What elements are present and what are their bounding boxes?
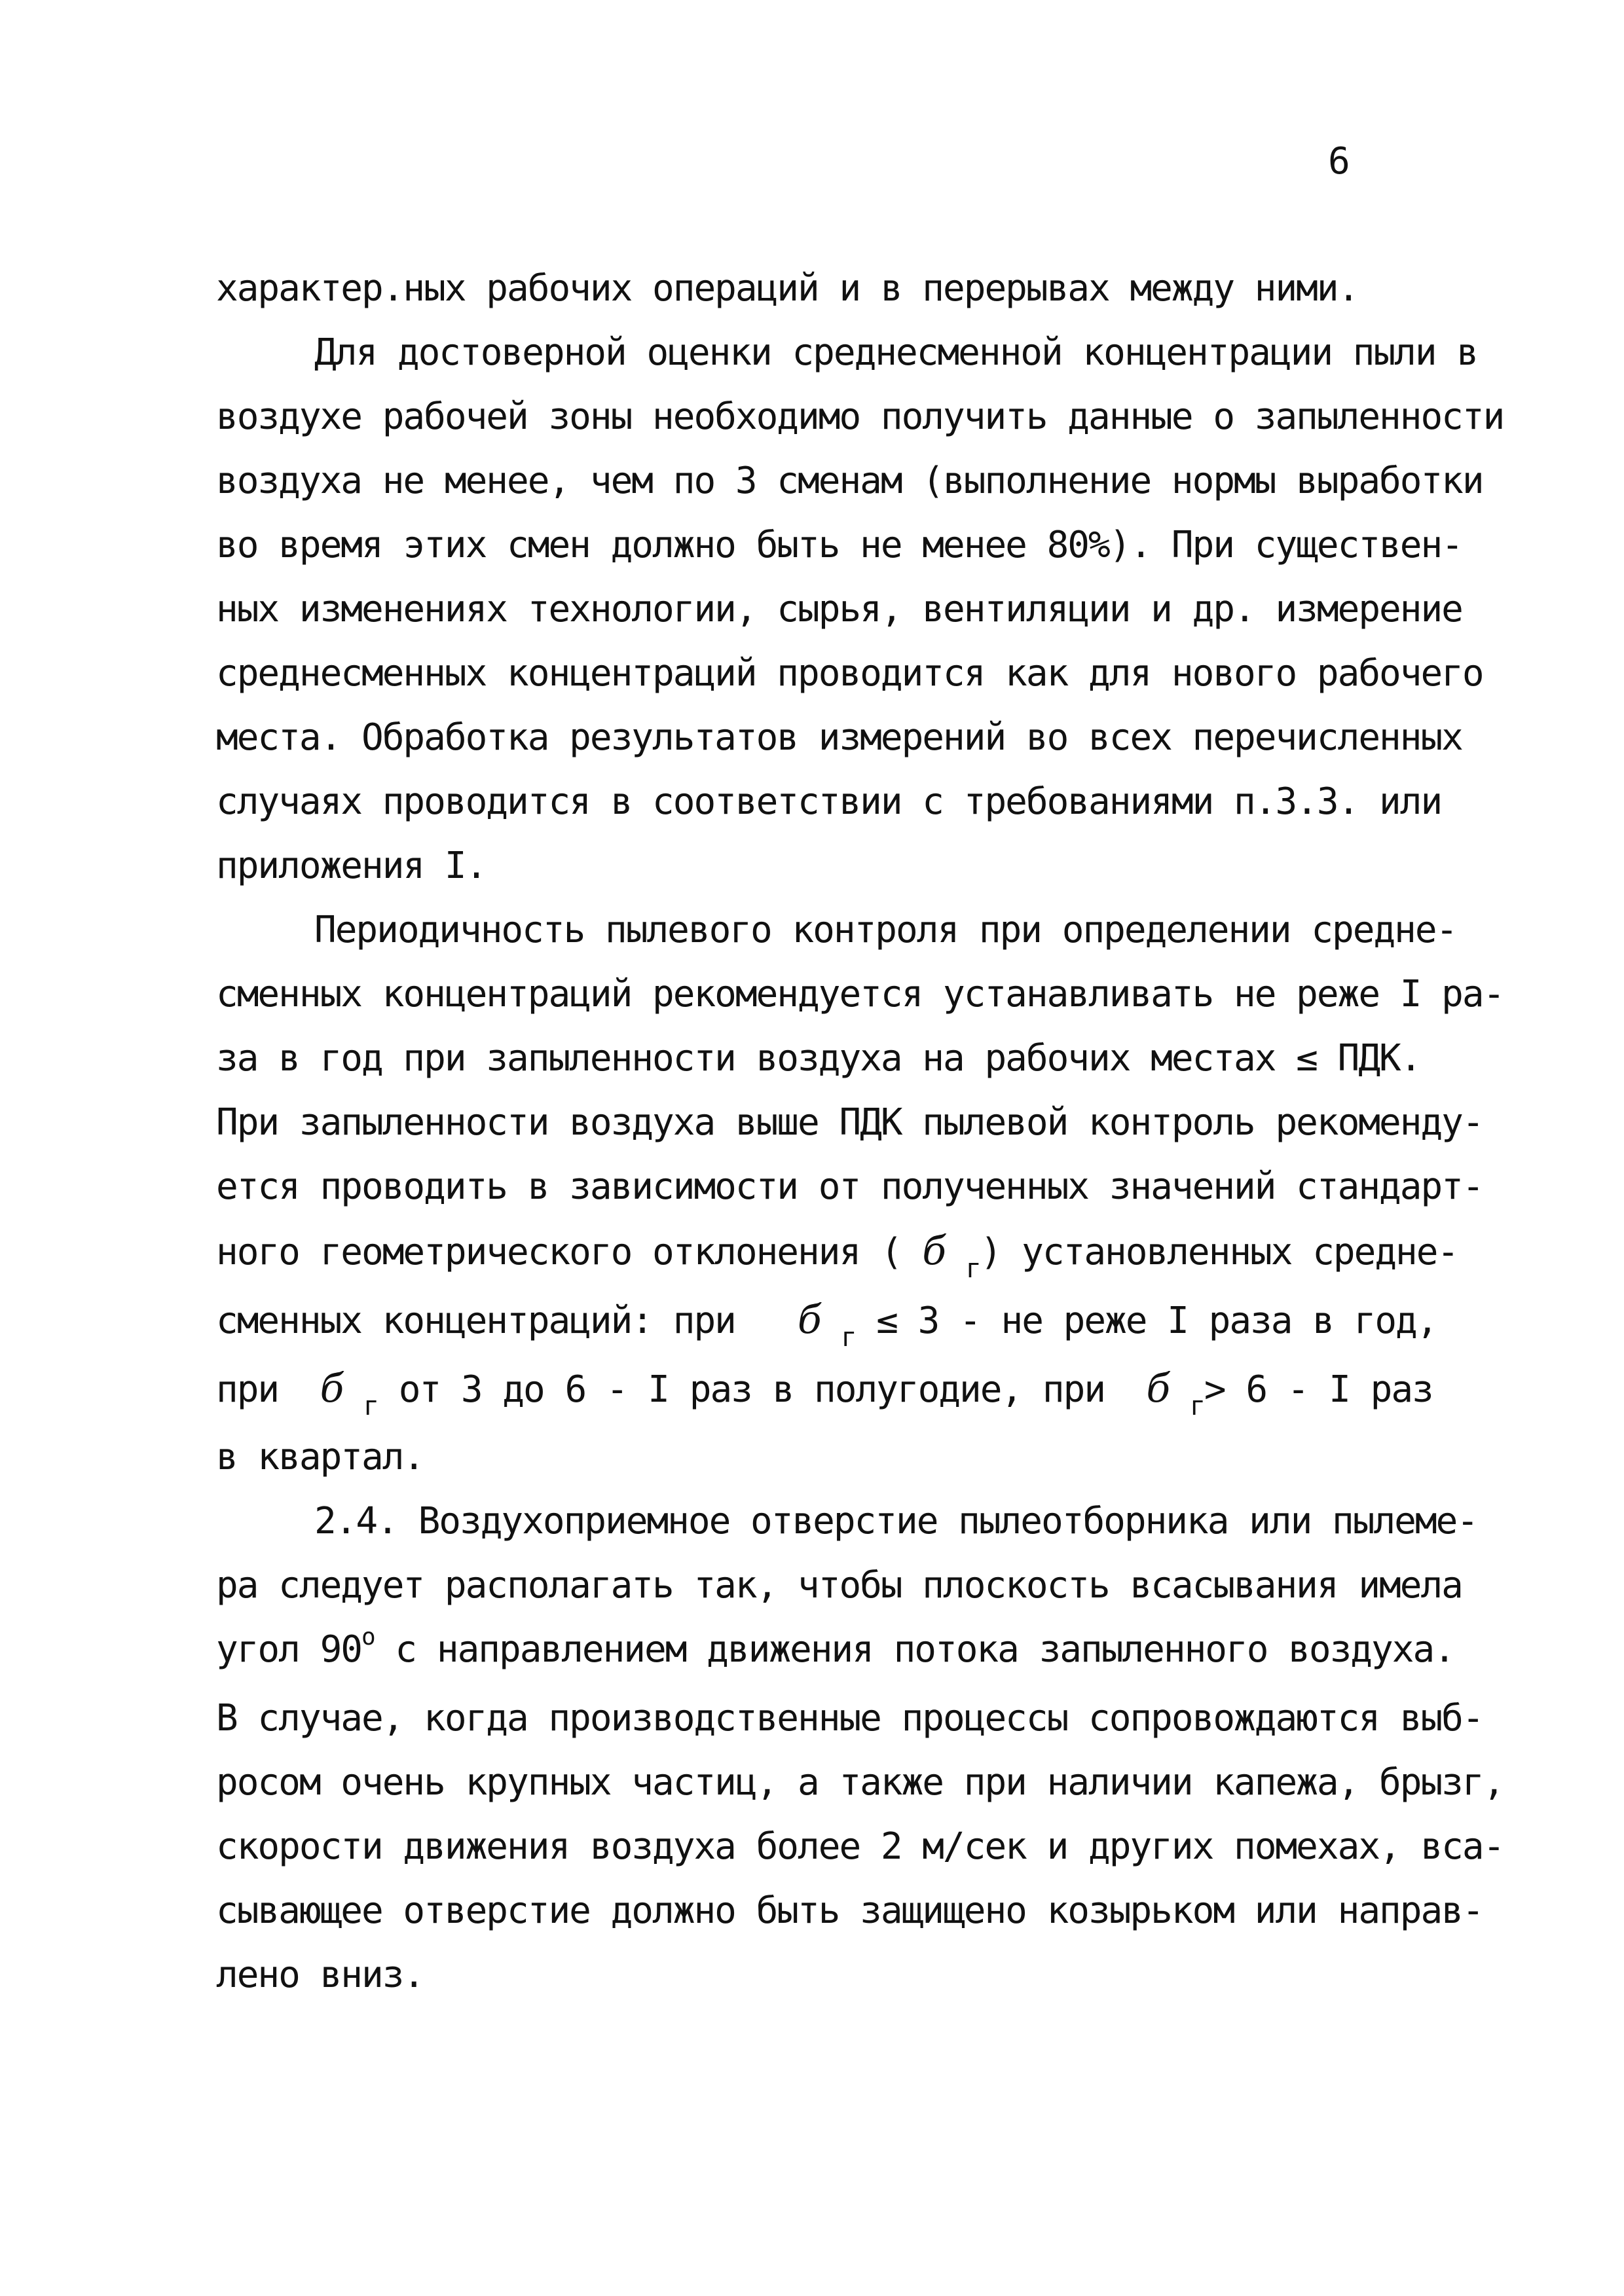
text-line: В случае, когда производственные процессы сопровождаются выб-	[216, 1697, 1483, 1740]
text-fragment: ) установленных средне-	[980, 1231, 1458, 1273]
text-line: ется проводить в зависимости от полученных значений стандарт-	[216, 1165, 1483, 1208]
text-fragment: сменных концентраций: при	[216, 1300, 756, 1342]
text-line	[216, 1357, 1460, 1425]
text-line: случаях проводится в соответствии с требованиями п.3.3. или	[216, 780, 1442, 823]
text-line	[216, 1618, 1460, 1686]
subscript: г	[965, 1254, 980, 1284]
text-line: приложения I.	[216, 845, 487, 887]
text-fragment: угол 90	[216, 1628, 362, 1671]
text-line: во время этих смен должно быть не менее 80%). При существен-	[216, 524, 1462, 566]
text-line: скорости движения воздуха более 2 м/сек и других помехах, вса-	[216, 1825, 1504, 1868]
page-number: 6	[1328, 140, 1350, 183]
superscript: o	[361, 1624, 375, 1650]
text-line: в квартал.	[216, 1436, 424, 1478]
subscript: г	[363, 1391, 378, 1421]
text-line: сменных концентраций рекомендуется устанавливать не реже I ра-	[216, 973, 1504, 1015]
text-line: 2.4. Воздухоприемное отверстие пылеотборника или пылеме-	[314, 1500, 1478, 1542]
subscript: г	[841, 1322, 856, 1353]
subscript: г	[1189, 1391, 1204, 1421]
text-line: места. Обработка результатов измерений во всех перечисленных	[216, 716, 1462, 759]
sigma-symbol: б	[922, 1228, 945, 1274]
text-fragment: ного геометрического отклонения (	[216, 1231, 902, 1273]
text-line: характер.ных рабочих операций и в перерывах между ними.	[216, 267, 1359, 310]
text-line	[216, 1288, 1460, 1357]
text-line: за в год при запыленности воздуха на рабочих местах ≤ ПДК.	[216, 1037, 1421, 1080]
text-line	[216, 1219, 1460, 1288]
text-line: ных изменениях технологии, сырья, вентиляции и др. измерение	[216, 588, 1462, 630]
text-fragment: > 6 - I раз	[1204, 1368, 1433, 1411]
sigma-symbol: б	[320, 1366, 343, 1412]
document-body	[216, 257, 1504, 2007]
text-line: Для достоверной оценки среднесменной концентрации пыли в	[314, 331, 1478, 374]
text-line: Периодичность пылевого контроля при определении средне-	[314, 909, 1457, 951]
text-fragment: ≤ 3 - не реже I раза в год,	[855, 1300, 1437, 1342]
text-line: ра следует располагать так, чтобы плоскость всасывания имела	[216, 1564, 1462, 1607]
text-line: лено вниз.	[216, 1954, 424, 1996]
text-fragment: при	[216, 1368, 299, 1411]
text-line: среднесменных концентраций проводится как для нового рабочего	[216, 652, 1483, 695]
text-line: При запыленности воздуха выше ПДК пылевой контроль рекоменду-	[216, 1101, 1483, 1144]
text-fragment: с направлением движения потока запыленного воздуха.	[374, 1628, 1454, 1671]
text-line: воздухе рабочей зоны необходимо получить данные о запыленности	[216, 395, 1504, 438]
text-line: росом очень крупных частиц, а также при наличии капежа, брызг,	[216, 1761, 1504, 1804]
text-line: сывающее отверстие должно быть защищено козырьком или направ-	[216, 1889, 1483, 1932]
sigma-symbol: б	[798, 1297, 821, 1343]
text-fragment: от 3 до 6 - I раз в полугодие, при	[378, 1368, 1126, 1411]
sigma-symbol: б	[1146, 1366, 1170, 1412]
text-line: воздуха не менее, чем по 3 сменам (выполнение нормы выработки	[216, 460, 1483, 502]
